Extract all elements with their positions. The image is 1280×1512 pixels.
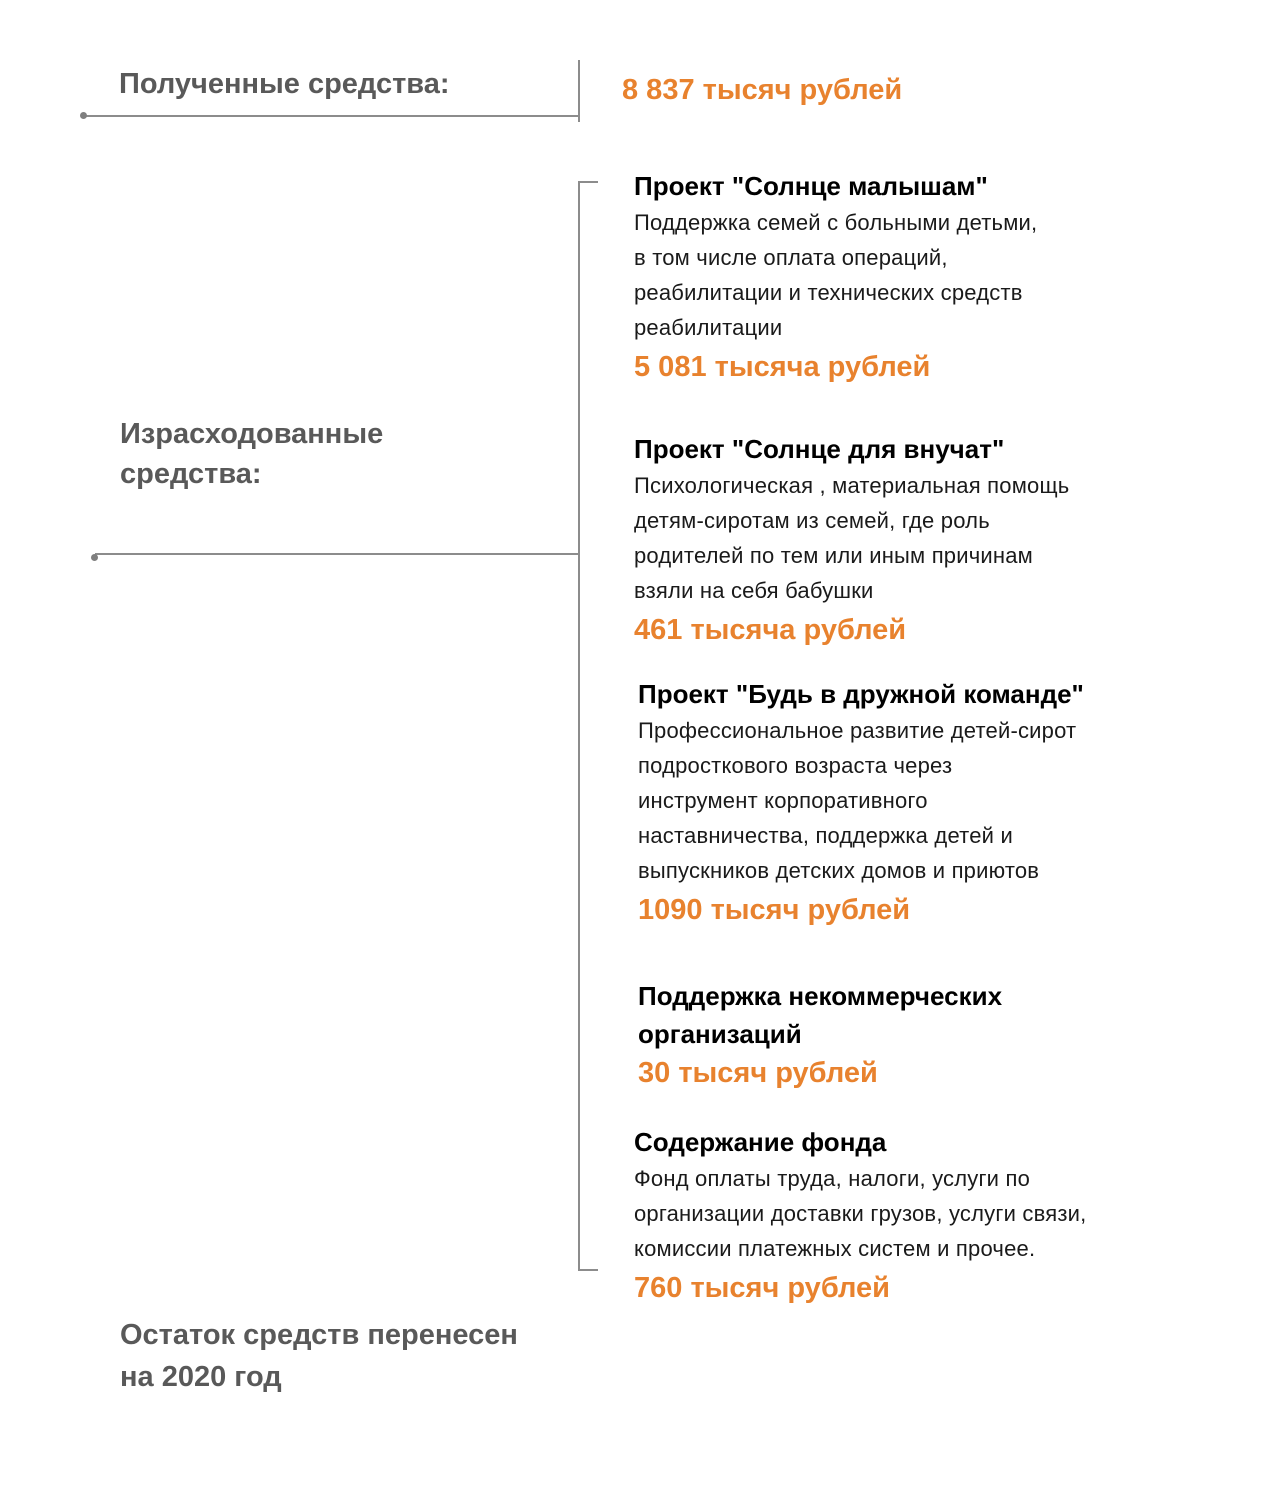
spent-item — [638, 675, 1238, 928]
spent-bracket-bottom-tick — [578, 1269, 598, 1271]
spent-bracket-top-tick — [578, 181, 598, 183]
item-description: Поддержка семей с больными детьми, в том числе оплата операций, реабилитации и технических средств реабилитации — [634, 210, 1038, 340]
item-amount: 5 081 тысяча рублей — [634, 351, 931, 383]
item-amount: 760 тысяч рублей — [634, 1272, 891, 1304]
spent-item — [634, 1123, 1254, 1306]
item-amount: 461 тысяча рублей — [634, 614, 907, 646]
item-title: Содержание фонда — [634, 1127, 887, 1157]
spent-label: Израсходованные средства: — [120, 418, 384, 490]
received-connector-dot — [80, 112, 87, 119]
spent-bracket-line — [578, 181, 580, 1270]
item-title: Проект "Солнце малышам" — [634, 171, 988, 201]
spent-item — [638, 977, 1238, 1091]
item-amount: 1090 тысяч рублей — [638, 894, 911, 926]
received-label: Полученные средства: — [119, 68, 450, 100]
item-description: Психологическая , материальная помощь детям-сиротам из семей, где роль родителей по тем или иным причинам взяли на себя бабушки — [634, 473, 1070, 603]
received-vertical-line — [578, 60, 580, 122]
item-title: Поддержка некоммерческих организаций — [638, 981, 1003, 1049]
received-connector-line — [84, 115, 579, 117]
item-title: Проект "Солнце для внучат" — [634, 434, 1005, 464]
item-description: Профессиональное развитие детей-сирот подросткового возраста через инструмент корпоративного наставничества, поддержка детей и выпускников детских домов и приютов — [638, 718, 1077, 883]
item-description: Фонд оплаты труда, налоги, услуги по организации доставки грузов, услуги связи, комиссии платежных систем и прочее. — [634, 1166, 1087, 1261]
spent-item — [634, 167, 1234, 385]
item-title: Проект "Будь в дружной команде" — [638, 679, 1084, 709]
spent-item — [634, 430, 1234, 648]
spent-connector-dot — [91, 554, 98, 561]
received-amount: 8 837 тысяч рублей — [622, 74, 903, 106]
spent-connector-line — [95, 553, 579, 555]
item-amount: 30 тысяч рублей — [638, 1057, 878, 1089]
remainder-label: Остаток средств перенесен на 2020 год — [120, 1319, 518, 1393]
